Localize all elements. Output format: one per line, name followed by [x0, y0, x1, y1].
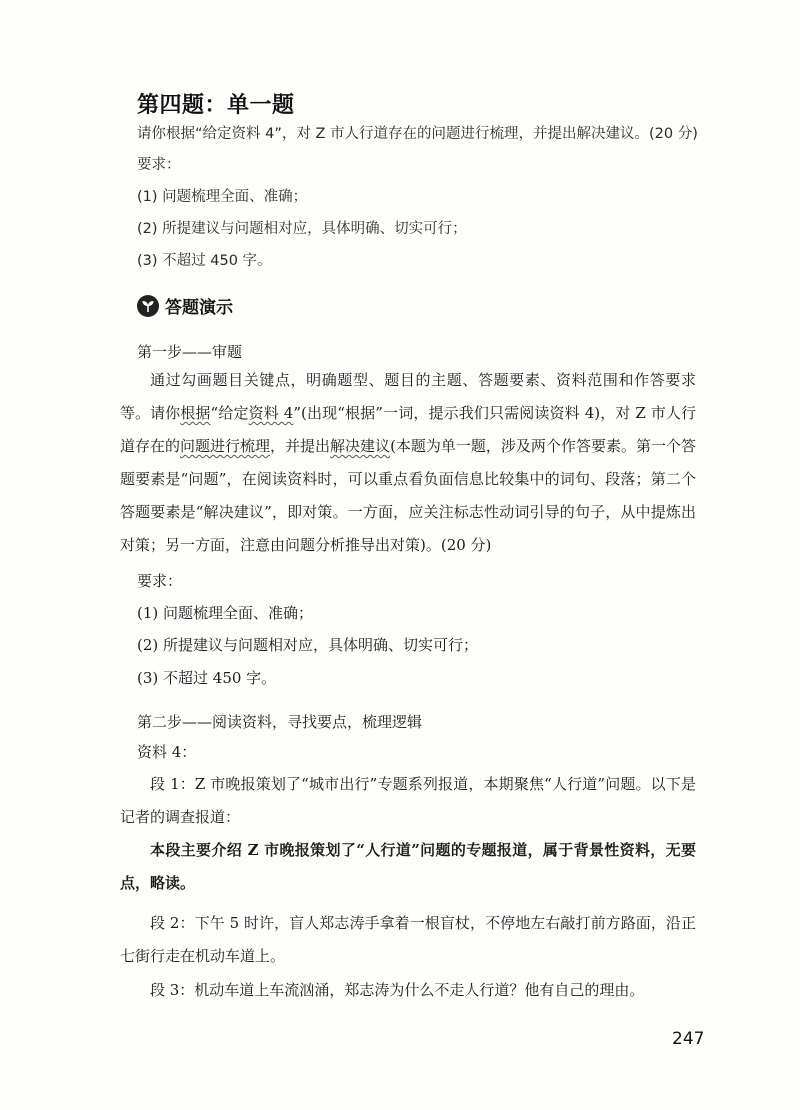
- prompt-part: 请你: [150, 404, 181, 422]
- sprout-icon: [137, 295, 159, 317]
- keyword-solutions: 解决建议: [330, 437, 391, 455]
- step2-heading: 第二步——阅读资料，寻找要点，梳理逻辑: [137, 713, 423, 731]
- paragraph-3: 段 3：机动车道上车流汹涌，郑志涛为什么不走人行道？他有自己的理由。: [150, 981, 645, 999]
- keyword-genju: 根据: [180, 404, 211, 422]
- question-requirement-3: (3) 不超过 450 字。: [137, 253, 272, 269]
- keyword-material-4: 资料 4: [248, 404, 294, 422]
- prompt-part: ，并提出: [270, 437, 331, 455]
- keyword-problem-sorting: 问题进行梳理: [180, 437, 271, 455]
- paragraph-1-note: 本段主要介绍 Z 市晚报策划了“人行道”问题的专题报道，属于背景性资料，无要点，略读。: [120, 841, 696, 892]
- page-number: 247: [672, 1029, 705, 1049]
- prompt-part: ”(出现“根据”一词，提示我们只需阅读资料 4)，对 Z 市人行道存在的: [120, 404, 696, 455]
- step1-annotated-prompt: [120, 397, 696, 562]
- prompt-part: “给定: [210, 404, 249, 422]
- step1-requirements-label: 要求：: [137, 572, 183, 590]
- paragraph-2: 段 2：下午 5 时许，盲人郑志涛手拿着一根盲杖，不停地左右敲打前方路面，沿正七街行走在机动车道上。: [120, 914, 696, 965]
- paragraph-1: 段 1：Z 市晚报策划了“城市出行”专题系列报道，本期聚焦“人行道”问题。以下是记者的调查报道：: [120, 775, 696, 826]
- question-prompt: 请你根据“给定资料 4”，对 Z 市人行道存在的问题进行梳理，并提出解决建议。(20 分): [137, 126, 698, 142]
- step1-requirement-1: (1) 问题梳理全面、准确；: [137, 604, 314, 622]
- question-requirement-1: (1) 问题梳理全面、准确；: [137, 189, 308, 205]
- step1-heading: 第一步——审题: [137, 343, 243, 361]
- step1-requirement-2: (2) 所提建议与问题相对应，具体明确、切实可行；: [137, 636, 479, 654]
- annotation-text: (本题为单一题，涉及两个作答要素。第一个答题要素是“问题”，在阅读资料时，可以重点看负面信息比较集中的词句、段落；第二个答题要素是“解决建议”，即对策。一方面，应关注标志性动词引导的句子，从中提炼出对策；另一方面，注意由问题分析推导出对策)。(20 分): [120, 437, 696, 554]
- answer-demo-label: 答题演示: [165, 298, 233, 318]
- material-label: 资料 4：: [137, 743, 197, 761]
- question-requirement-2: (2) 所提建议与问题相对应，具体明确、切实可行；: [137, 221, 467, 237]
- answer-demo-heading: [137, 293, 233, 318]
- question-title: 第四题：单一题: [137, 93, 295, 118]
- question-requirements-label: 要求：: [137, 157, 181, 173]
- step1-requirement-3: (3) 不超过 450 字。: [137, 669, 277, 687]
- step1-intro: 通过勾画题目关键点，明确题型、题目的主题、答题要素、资料范围和作答要求等。: [120, 371, 696, 422]
